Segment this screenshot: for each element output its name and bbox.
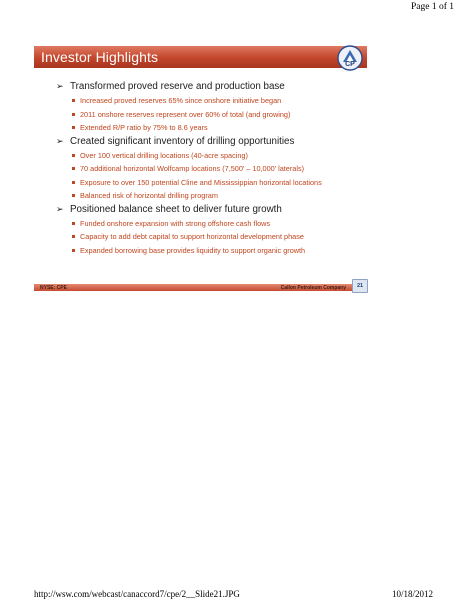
list-item (56, 176, 361, 190)
section-heading (56, 203, 361, 216)
slide-number: 21 (352, 279, 368, 293)
list-item-text: Over 100 vertical drilling locations (40-acre spacing) (80, 150, 248, 160)
arrow-bullet-icon: ➢ (56, 135, 64, 146)
list-item (56, 94, 361, 108)
list-item-text: Exposure to over 150 potential Cline and Mississippian horizontal locations (80, 177, 322, 187)
list-item-text: 2011 onshore reserves represent over 60% of total (and growing) (80, 109, 291, 119)
bullet-list (56, 80, 361, 257)
square-bullet-icon (72, 99, 75, 102)
company-logo-icon (337, 45, 363, 71)
list-item (56, 230, 361, 244)
list-item-text: Expanded borrowing base provides liquidity to support organic growth (80, 245, 306, 255)
list-item-text: Capacity to add debt capital to support horizontal development phase (80, 232, 304, 241)
list-item-text: Balanced risk of horizontal drilling program (80, 191, 218, 200)
slide-title: Investor Highlights (41, 49, 159, 65)
square-bullet-icon (72, 194, 75, 197)
list-item-text: Increased proved reserves 65% since onshore initiative began (80, 96, 282, 105)
list-item (56, 244, 361, 258)
ticker-label: NYSE: CPE (40, 284, 67, 291)
source-url: http://wsw.com/webcast/canaccord7/cpe/2__Slide21.JPG (34, 589, 240, 599)
square-bullet-icon (72, 113, 75, 116)
title-bar (34, 46, 367, 68)
arrow-bullet-icon: ➢ (56, 203, 64, 214)
list-item-text: Extended R/P ratio by 75% to 8.6 years (80, 123, 208, 132)
square-bullet-icon (72, 249, 75, 252)
section-heading-text: Transformed proved reserve and production base (70, 81, 285, 92)
list-item (56, 189, 361, 203)
square-bullet-icon (72, 181, 75, 184)
square-bullet-icon (72, 167, 75, 170)
section-heading (56, 80, 361, 93)
section-heading-text: Positioned balance sheet to deliver future growth (70, 203, 282, 215)
arrow-bullet-icon: ➢ (56, 81, 64, 91)
square-bullet-icon (72, 222, 75, 225)
list-item (56, 149, 361, 163)
square-bullet-icon (72, 154, 75, 157)
square-bullet-icon (72, 235, 75, 238)
square-bullet-icon (72, 126, 75, 129)
list-item-text: 70 additional horizontal Wolfcamp locations (7,500’ – 10,000’ laterals) (80, 164, 305, 173)
page-indicator: Page 1 of 1 (410, 2, 454, 12)
section-heading (56, 135, 361, 148)
list-item (56, 162, 361, 176)
company-name: Callon Petroleum Company (280, 284, 346, 291)
svg-text:CP: CP (345, 61, 355, 68)
slide (34, 40, 367, 296)
list-item (56, 108, 361, 122)
print-date: 10/18/2012 (391, 589, 433, 599)
list-item-text: Funded onshore expansion with strong offshore cash flows (80, 218, 271, 228)
list-item (56, 121, 361, 135)
section-heading-text: Created significant inventory of drilling opportunities (70, 135, 295, 147)
list-item (56, 217, 361, 231)
slide-footer (34, 284, 352, 291)
